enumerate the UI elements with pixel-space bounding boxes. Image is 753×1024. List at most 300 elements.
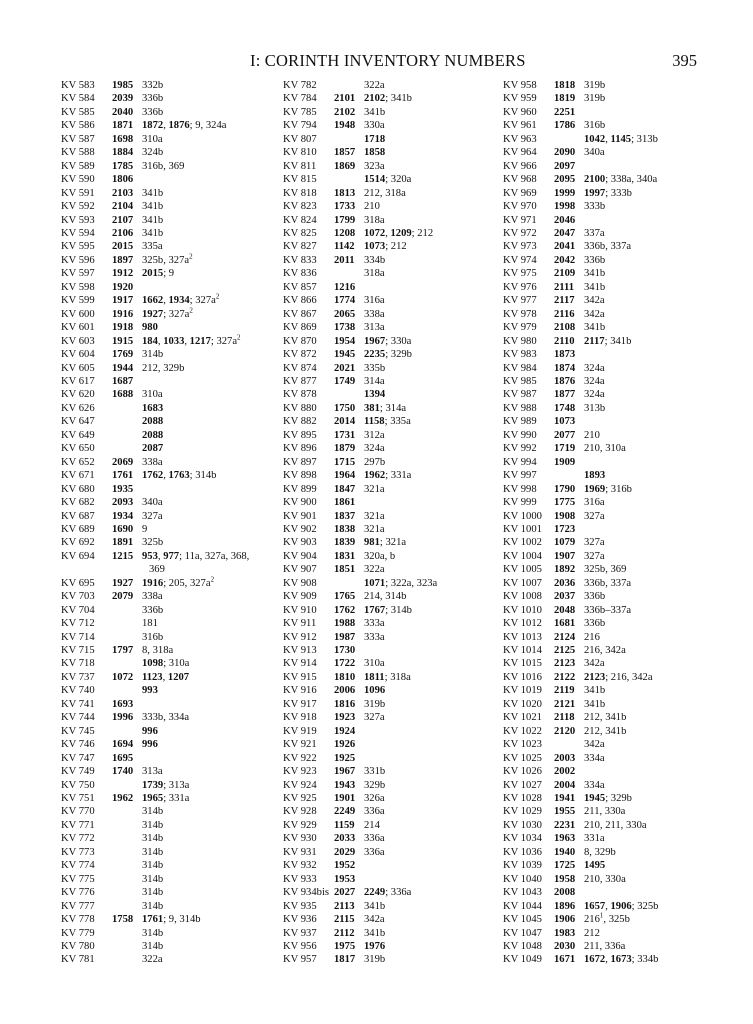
reference-number: 184 bbox=[142, 335, 158, 347]
inventory-number: KV 959 bbox=[503, 93, 537, 105]
inventory-number: KV 1022 bbox=[503, 725, 542, 737]
inventory-number: KV 990 bbox=[503, 429, 537, 441]
reference-number: 1997 bbox=[584, 187, 606, 199]
page-references bbox=[142, 200, 163, 213]
inventory-number: KV 925 bbox=[283, 793, 317, 805]
reference-text: 340a bbox=[584, 147, 605, 159]
reference-number: 996 bbox=[142, 739, 158, 751]
page-references bbox=[364, 254, 385, 267]
inventory-number: KV 987 bbox=[503, 389, 537, 401]
page-references bbox=[142, 913, 201, 926]
footnote-marker: 2 bbox=[210, 575, 215, 584]
reference-number: 2088 bbox=[142, 429, 164, 441]
catalogue-number: 2037 bbox=[554, 591, 576, 603]
entry-continuation: 369 bbox=[149, 564, 165, 576]
reference-text: ; 327a bbox=[210, 335, 238, 347]
inventory-number: KV 960 bbox=[503, 106, 537, 118]
inventory-number: KV 671 bbox=[61, 470, 95, 482]
reference-text: 330a bbox=[364, 120, 385, 132]
catalogue-number: 1964 bbox=[334, 470, 356, 482]
page-references bbox=[584, 254, 605, 267]
inventory-number: KV 880 bbox=[283, 402, 317, 414]
reference-number: 2015 bbox=[142, 268, 164, 280]
inventory-number: KV 593 bbox=[61, 214, 95, 226]
reference-number: 1207 bbox=[167, 671, 190, 683]
page-references bbox=[584, 227, 605, 240]
inventory-number: KV 588 bbox=[61, 147, 95, 159]
catalogue-number: 1983 bbox=[554, 927, 576, 939]
reference-text: 9 bbox=[142, 523, 148, 535]
reference-text: 334b bbox=[364, 254, 386, 266]
catalogue-number: 1935 bbox=[112, 483, 134, 495]
inventory-number: KV 649 bbox=[61, 429, 95, 441]
inventory-number: KV 958 bbox=[503, 80, 537, 91]
reference-text: ; 313b bbox=[631, 133, 658, 145]
catalogue-number: 2101 bbox=[334, 93, 356, 105]
reference-text: 342a bbox=[584, 739, 605, 751]
reference-text: ; 9 bbox=[163, 268, 175, 280]
page-references bbox=[142, 496, 163, 509]
reference-text: 211, 336a bbox=[584, 941, 626, 952]
page-references bbox=[142, 267, 174, 280]
page-references bbox=[584, 92, 605, 105]
page-references bbox=[142, 429, 163, 442]
page-references bbox=[584, 375, 605, 388]
inventory-number: KV 964 bbox=[503, 147, 537, 159]
catalogue-number: 2077 bbox=[554, 429, 576, 441]
page-references bbox=[584, 321, 605, 334]
inventory-number: KV 998 bbox=[503, 483, 537, 495]
catalogue-number: 1819 bbox=[554, 93, 576, 105]
page-references bbox=[584, 657, 605, 670]
catalogue-number: 1869 bbox=[334, 160, 356, 172]
page-references bbox=[584, 577, 631, 590]
page-references bbox=[364, 779, 385, 792]
reference-number: 953 bbox=[142, 550, 158, 562]
catalogue-number: 1810 bbox=[334, 671, 356, 683]
catalogue-number: 2118 bbox=[554, 712, 575, 724]
reference-text: 314b bbox=[142, 819, 164, 831]
catalogue-number: 1079 bbox=[554, 537, 576, 549]
reference-text: , bbox=[605, 900, 611, 912]
catalogue-number: 1671 bbox=[554, 954, 576, 966]
inventory-number: KV 903 bbox=[283, 537, 317, 549]
catalogue-number: 2107 bbox=[112, 214, 134, 226]
page-references bbox=[364, 953, 385, 966]
inventory-number: KV 978 bbox=[503, 308, 537, 320]
reference-text: ; 341b bbox=[385, 93, 412, 105]
inventory-number: KV 824 bbox=[283, 214, 317, 226]
page-references bbox=[142, 523, 147, 536]
inventory-number: KV 594 bbox=[61, 227, 95, 239]
reference-text: 336a bbox=[364, 806, 385, 818]
inventory-number: KV 774 bbox=[61, 860, 95, 872]
catalogue-number: 1892 bbox=[554, 564, 576, 576]
inventory-number: KV 857 bbox=[283, 281, 317, 293]
reference-text: 342a bbox=[364, 914, 385, 926]
catalogue-number: 1693 bbox=[112, 698, 134, 710]
catalogue-number: 2125 bbox=[554, 645, 576, 657]
reference-text: 342a bbox=[584, 295, 605, 307]
inventory-number: KV 597 bbox=[61, 268, 95, 280]
page-references bbox=[142, 308, 193, 321]
page-references bbox=[364, 940, 385, 953]
catalogue-number: 2040 bbox=[112, 106, 134, 118]
reference-number: 1072 bbox=[364, 227, 386, 239]
catalogue-number: 1945 bbox=[334, 349, 356, 361]
inventory-number: KV 899 bbox=[283, 483, 317, 495]
reference-text: 314b bbox=[142, 941, 164, 952]
inventory-number: KV 1007 bbox=[503, 577, 542, 589]
page-references bbox=[584, 362, 605, 375]
reference-text: ; 320a bbox=[385, 174, 412, 186]
reference-number: 1906 bbox=[610, 900, 632, 912]
inventory-number: KV 930 bbox=[283, 833, 317, 845]
inventory-number: KV 999 bbox=[503, 497, 537, 509]
page-references bbox=[364, 160, 385, 173]
reference-number: 2123 bbox=[584, 671, 606, 683]
page-references bbox=[142, 240, 163, 253]
inventory-number: KV 694 bbox=[61, 550, 95, 562]
page-references bbox=[142, 294, 219, 307]
page-references bbox=[364, 321, 385, 334]
inventory-number: KV 913 bbox=[283, 645, 317, 657]
page-references bbox=[142, 146, 163, 159]
page-references bbox=[364, 590, 406, 603]
reference-number: 1811 bbox=[364, 671, 385, 683]
reference-text: 319b bbox=[364, 954, 386, 966]
reference-text: , bbox=[157, 550, 164, 562]
inventory-number: KV 902 bbox=[283, 523, 317, 535]
page-references bbox=[364, 510, 385, 523]
inventory-number: KV 737 bbox=[61, 671, 95, 683]
catalogue-number: 2090 bbox=[554, 147, 576, 159]
catalogue-number: 1740 bbox=[112, 766, 134, 778]
inventory-number: KV 772 bbox=[61, 833, 95, 845]
reference-text: 341b bbox=[584, 268, 606, 280]
page-references bbox=[142, 214, 163, 227]
reference-number: 1761 bbox=[142, 914, 164, 926]
reference-text: 336b bbox=[142, 93, 164, 105]
reference-number: 1767 bbox=[364, 604, 386, 616]
catalogue-number: 1909 bbox=[554, 456, 576, 468]
page-references bbox=[142, 160, 184, 173]
reference-text: 210 bbox=[584, 429, 600, 441]
inventory-number: KV 874 bbox=[283, 362, 317, 374]
catalogue-number: 2046 bbox=[554, 214, 576, 226]
reference-text: 333b, 334a bbox=[142, 712, 190, 724]
reference-number: 1662 bbox=[142, 295, 164, 307]
catalogue-number: 1915 bbox=[112, 335, 134, 347]
reference-text: , 325b bbox=[603, 914, 630, 926]
page-references bbox=[584, 550, 605, 563]
inventory-number: KV 909 bbox=[283, 591, 317, 603]
inventory-number: KV 776 bbox=[61, 887, 95, 899]
inventory-number: KV 974 bbox=[503, 254, 537, 266]
inventory-number: KV 914 bbox=[283, 658, 317, 670]
catalogue-number: 1681 bbox=[554, 618, 576, 630]
inventory-number: KV 934bis bbox=[283, 887, 330, 899]
inventory-number: KV 961 bbox=[503, 120, 537, 132]
inventory-number: KV 782 bbox=[283, 80, 317, 91]
page-references bbox=[142, 469, 216, 482]
catalogue-number: 1215 bbox=[112, 550, 134, 562]
reference-text: 314b bbox=[142, 860, 164, 872]
page-references bbox=[584, 725, 626, 738]
inventory-number: KV 866 bbox=[283, 295, 317, 307]
page-references bbox=[584, 913, 630, 926]
catalogue-number: 1762 bbox=[334, 604, 356, 616]
reference-text: 325b, 369 bbox=[584, 564, 627, 576]
inventory-number: KV 603 bbox=[61, 335, 95, 347]
catalogue-number: 2079 bbox=[112, 591, 134, 603]
catalogue-number: 1954 bbox=[334, 335, 356, 347]
inventory-number: KV 931 bbox=[283, 846, 317, 858]
reference-text: 8, 318a bbox=[142, 645, 174, 657]
inventory-number: KV 924 bbox=[283, 779, 317, 791]
catalogue-number: 2004 bbox=[554, 779, 576, 791]
page-references bbox=[364, 523, 385, 536]
page-references bbox=[584, 79, 605, 92]
catalogue-number: 1985 bbox=[112, 80, 134, 91]
reference-number: 2088 bbox=[142, 416, 164, 428]
reference-number: 1096 bbox=[364, 685, 386, 697]
page-references bbox=[142, 940, 163, 953]
page-references bbox=[142, 402, 163, 415]
reference-number: 2102 bbox=[364, 93, 386, 105]
catalogue-number: 1953 bbox=[334, 873, 356, 885]
inventory-number: KV 777 bbox=[61, 900, 95, 912]
reference-text: ; 330a bbox=[385, 335, 412, 347]
inventory-number: KV 1014 bbox=[503, 645, 542, 657]
catalogue-number: 1817 bbox=[334, 954, 356, 966]
page-references bbox=[584, 563, 626, 576]
page-references bbox=[364, 604, 412, 617]
page-references bbox=[142, 805, 163, 818]
catalogue-number: 1725 bbox=[554, 860, 576, 872]
inventory-number: KV 976 bbox=[503, 281, 537, 293]
catalogue-number: 1797 bbox=[112, 645, 134, 657]
inventory-number: KV 1002 bbox=[503, 537, 542, 549]
reference-number: 1969 bbox=[584, 483, 606, 495]
inventory-number: KV 585 bbox=[61, 106, 95, 118]
inventory-number: KV 994 bbox=[503, 456, 537, 468]
catalogue-number: 1698 bbox=[112, 133, 134, 145]
inventory-number: KV 979 bbox=[503, 322, 537, 334]
page-references bbox=[364, 792, 385, 805]
catalogue-number: 2111 bbox=[554, 281, 575, 293]
catalogue-number: 2039 bbox=[112, 93, 134, 105]
reference-number: 1763 bbox=[168, 470, 190, 482]
inventory-number: KV 695 bbox=[61, 577, 95, 589]
catalogue-number: 1940 bbox=[554, 846, 576, 858]
reference-text: 329b bbox=[364, 779, 386, 791]
reference-text: 216, 342a bbox=[584, 645, 626, 657]
reference-text: 341b bbox=[584, 322, 606, 334]
reference-number: 1673 bbox=[610, 954, 632, 966]
inventory-number: KV 1004 bbox=[503, 550, 542, 562]
inventory-number: KV 589 bbox=[61, 160, 95, 172]
inventory-number: KV 929 bbox=[283, 819, 317, 831]
catalogue-number: 1839 bbox=[334, 537, 356, 549]
reference-text: 297b bbox=[364, 456, 386, 468]
inventory-number: KV 1044 bbox=[503, 900, 542, 912]
inventory-number: KV 1029 bbox=[503, 806, 542, 818]
reference-number: 981 bbox=[364, 537, 380, 549]
reference-number: 1495 bbox=[584, 860, 606, 872]
page-references bbox=[584, 187, 632, 200]
page-references bbox=[584, 873, 626, 886]
reference-number: 1718 bbox=[364, 133, 386, 145]
catalogue-number: 1918 bbox=[112, 322, 134, 334]
reference-text: 319b bbox=[364, 698, 386, 710]
catalogue-number: 1847 bbox=[334, 483, 356, 495]
catalogue-number: 1785 bbox=[112, 160, 134, 172]
reference-text: 314b bbox=[142, 927, 164, 939]
catalogue-number: 2008 bbox=[554, 887, 576, 899]
page-references bbox=[584, 483, 632, 496]
reference-text: ; 331a bbox=[163, 793, 190, 805]
reference-text: ; 212 bbox=[385, 241, 407, 253]
inventory-number: KV 823 bbox=[283, 201, 317, 213]
catalogue-number: 1996 bbox=[112, 712, 134, 724]
inventory-number: KV 1048 bbox=[503, 941, 542, 952]
catalogue-number: 1967 bbox=[334, 766, 356, 778]
catalogue-number: 2048 bbox=[554, 604, 576, 616]
page-references bbox=[142, 711, 189, 724]
page-references bbox=[142, 738, 158, 751]
catalogue-number: 2120 bbox=[554, 725, 576, 737]
reference-number: 1683 bbox=[142, 402, 164, 414]
reference-text: 313a bbox=[142, 766, 163, 778]
catalogue-number: 1963 bbox=[554, 833, 576, 845]
inventory-number: KV 718 bbox=[61, 658, 95, 670]
catalogue-number: 1748 bbox=[554, 402, 576, 414]
reference-number: 2087 bbox=[142, 443, 164, 455]
inventory-number: KV 692 bbox=[61, 537, 95, 549]
inventory-number: KV 968 bbox=[503, 174, 537, 186]
page-references bbox=[584, 752, 605, 765]
reference-number: 1934 bbox=[168, 295, 190, 307]
inventory-number: KV 587 bbox=[61, 133, 95, 145]
reference-number: 980 bbox=[142, 322, 158, 334]
page-references bbox=[364, 133, 385, 146]
inventory-number: KV 687 bbox=[61, 510, 95, 522]
page-references bbox=[364, 483, 385, 496]
reference-text: 336b bbox=[584, 618, 606, 630]
catalogue-number: 2249 bbox=[334, 806, 356, 818]
reference-number: 2117 bbox=[584, 335, 605, 347]
inventory-number: KV 970 bbox=[503, 201, 537, 213]
page-references bbox=[364, 913, 385, 926]
reference-number: 1514 bbox=[364, 174, 386, 186]
inventory-number: KV 703 bbox=[61, 591, 95, 603]
inventory-number: KV 867 bbox=[283, 308, 317, 320]
reference-text: 322a bbox=[364, 80, 385, 91]
reference-text: 318a bbox=[364, 268, 385, 280]
reference-text: 313b bbox=[584, 402, 606, 414]
catalogue-number: 1907 bbox=[554, 550, 576, 562]
reference-text: 334a bbox=[584, 779, 605, 791]
reference-text: ; 329b bbox=[605, 793, 632, 805]
reference-text: 324a bbox=[584, 362, 605, 374]
reference-text: 314b bbox=[142, 900, 164, 912]
inventory-number: KV 989 bbox=[503, 416, 537, 428]
page-references bbox=[142, 577, 214, 590]
page-references bbox=[584, 536, 605, 549]
inventory-number: KV 1045 bbox=[503, 914, 542, 926]
page-references bbox=[142, 819, 163, 832]
page-references bbox=[142, 631, 163, 644]
inventory-number: KV 747 bbox=[61, 752, 95, 764]
reference-text: 342a bbox=[584, 308, 605, 320]
inventory-number: KV 997 bbox=[503, 470, 537, 482]
catalogue-number: 1818 bbox=[554, 80, 576, 91]
page-references bbox=[142, 859, 163, 872]
inventory-number: KV 1027 bbox=[503, 779, 542, 791]
inventory-number: KV 1020 bbox=[503, 698, 542, 710]
catalogue-number: 2030 bbox=[554, 941, 576, 952]
inventory-number: KV 745 bbox=[61, 725, 95, 737]
page-references bbox=[584, 819, 647, 832]
reference-text: 321a bbox=[364, 483, 385, 495]
page-references bbox=[142, 133, 163, 146]
page-references bbox=[364, 402, 406, 415]
catalogue-number: 1975 bbox=[334, 941, 356, 952]
inventory-number: KV 749 bbox=[61, 766, 95, 778]
catalogue-number: 2121 bbox=[554, 698, 576, 710]
inventory-number: KV 933 bbox=[283, 873, 317, 885]
reference-text: ; 338a, 340a bbox=[605, 174, 658, 186]
inventory-number: KV 966 bbox=[503, 160, 537, 172]
reference-text: 212 bbox=[584, 927, 600, 939]
page-references bbox=[364, 456, 385, 469]
reference-number: 1858 bbox=[364, 147, 386, 159]
reference-text: 212, 329b bbox=[142, 362, 185, 374]
reference-text: 314b bbox=[142, 873, 164, 885]
reference-text: ; 327a bbox=[189, 295, 216, 307]
reference-text: , bbox=[163, 470, 169, 482]
catalogue-number: 2021 bbox=[334, 362, 356, 374]
page-references bbox=[364, 536, 406, 549]
inventory-number: KV 1036 bbox=[503, 846, 542, 858]
reference-number: 1965 bbox=[142, 793, 164, 805]
reference-text: 210, 211, 330a bbox=[584, 819, 647, 831]
inventory-number: KV 904 bbox=[283, 550, 317, 562]
catalogue-number: 2027 bbox=[334, 887, 356, 899]
catalogue-number: 1955 bbox=[554, 806, 576, 818]
reference-text: 319b bbox=[584, 93, 606, 105]
inventory-number: KV 746 bbox=[61, 739, 95, 751]
inventory-number: KV 605 bbox=[61, 362, 95, 374]
reference-number: 1071 bbox=[364, 577, 386, 589]
catalogue-number: 1998 bbox=[554, 201, 576, 213]
reference-number: 1145 bbox=[610, 133, 632, 145]
catalogue-number: 1876 bbox=[554, 375, 576, 387]
reference-text: 316a bbox=[584, 497, 605, 509]
catalogue-number: 2109 bbox=[554, 268, 576, 280]
inventory-number: KV 988 bbox=[503, 402, 537, 414]
page-references bbox=[142, 684, 158, 697]
reference-text: ; 334b bbox=[631, 954, 659, 966]
page-references bbox=[364, 577, 437, 590]
reference-text: 210, 310a bbox=[584, 443, 626, 455]
page-references bbox=[142, 590, 163, 603]
page-references bbox=[584, 469, 605, 482]
page-references bbox=[364, 429, 385, 442]
catalogue-number: 1943 bbox=[334, 779, 356, 791]
inventory-number: KV 771 bbox=[61, 819, 95, 831]
